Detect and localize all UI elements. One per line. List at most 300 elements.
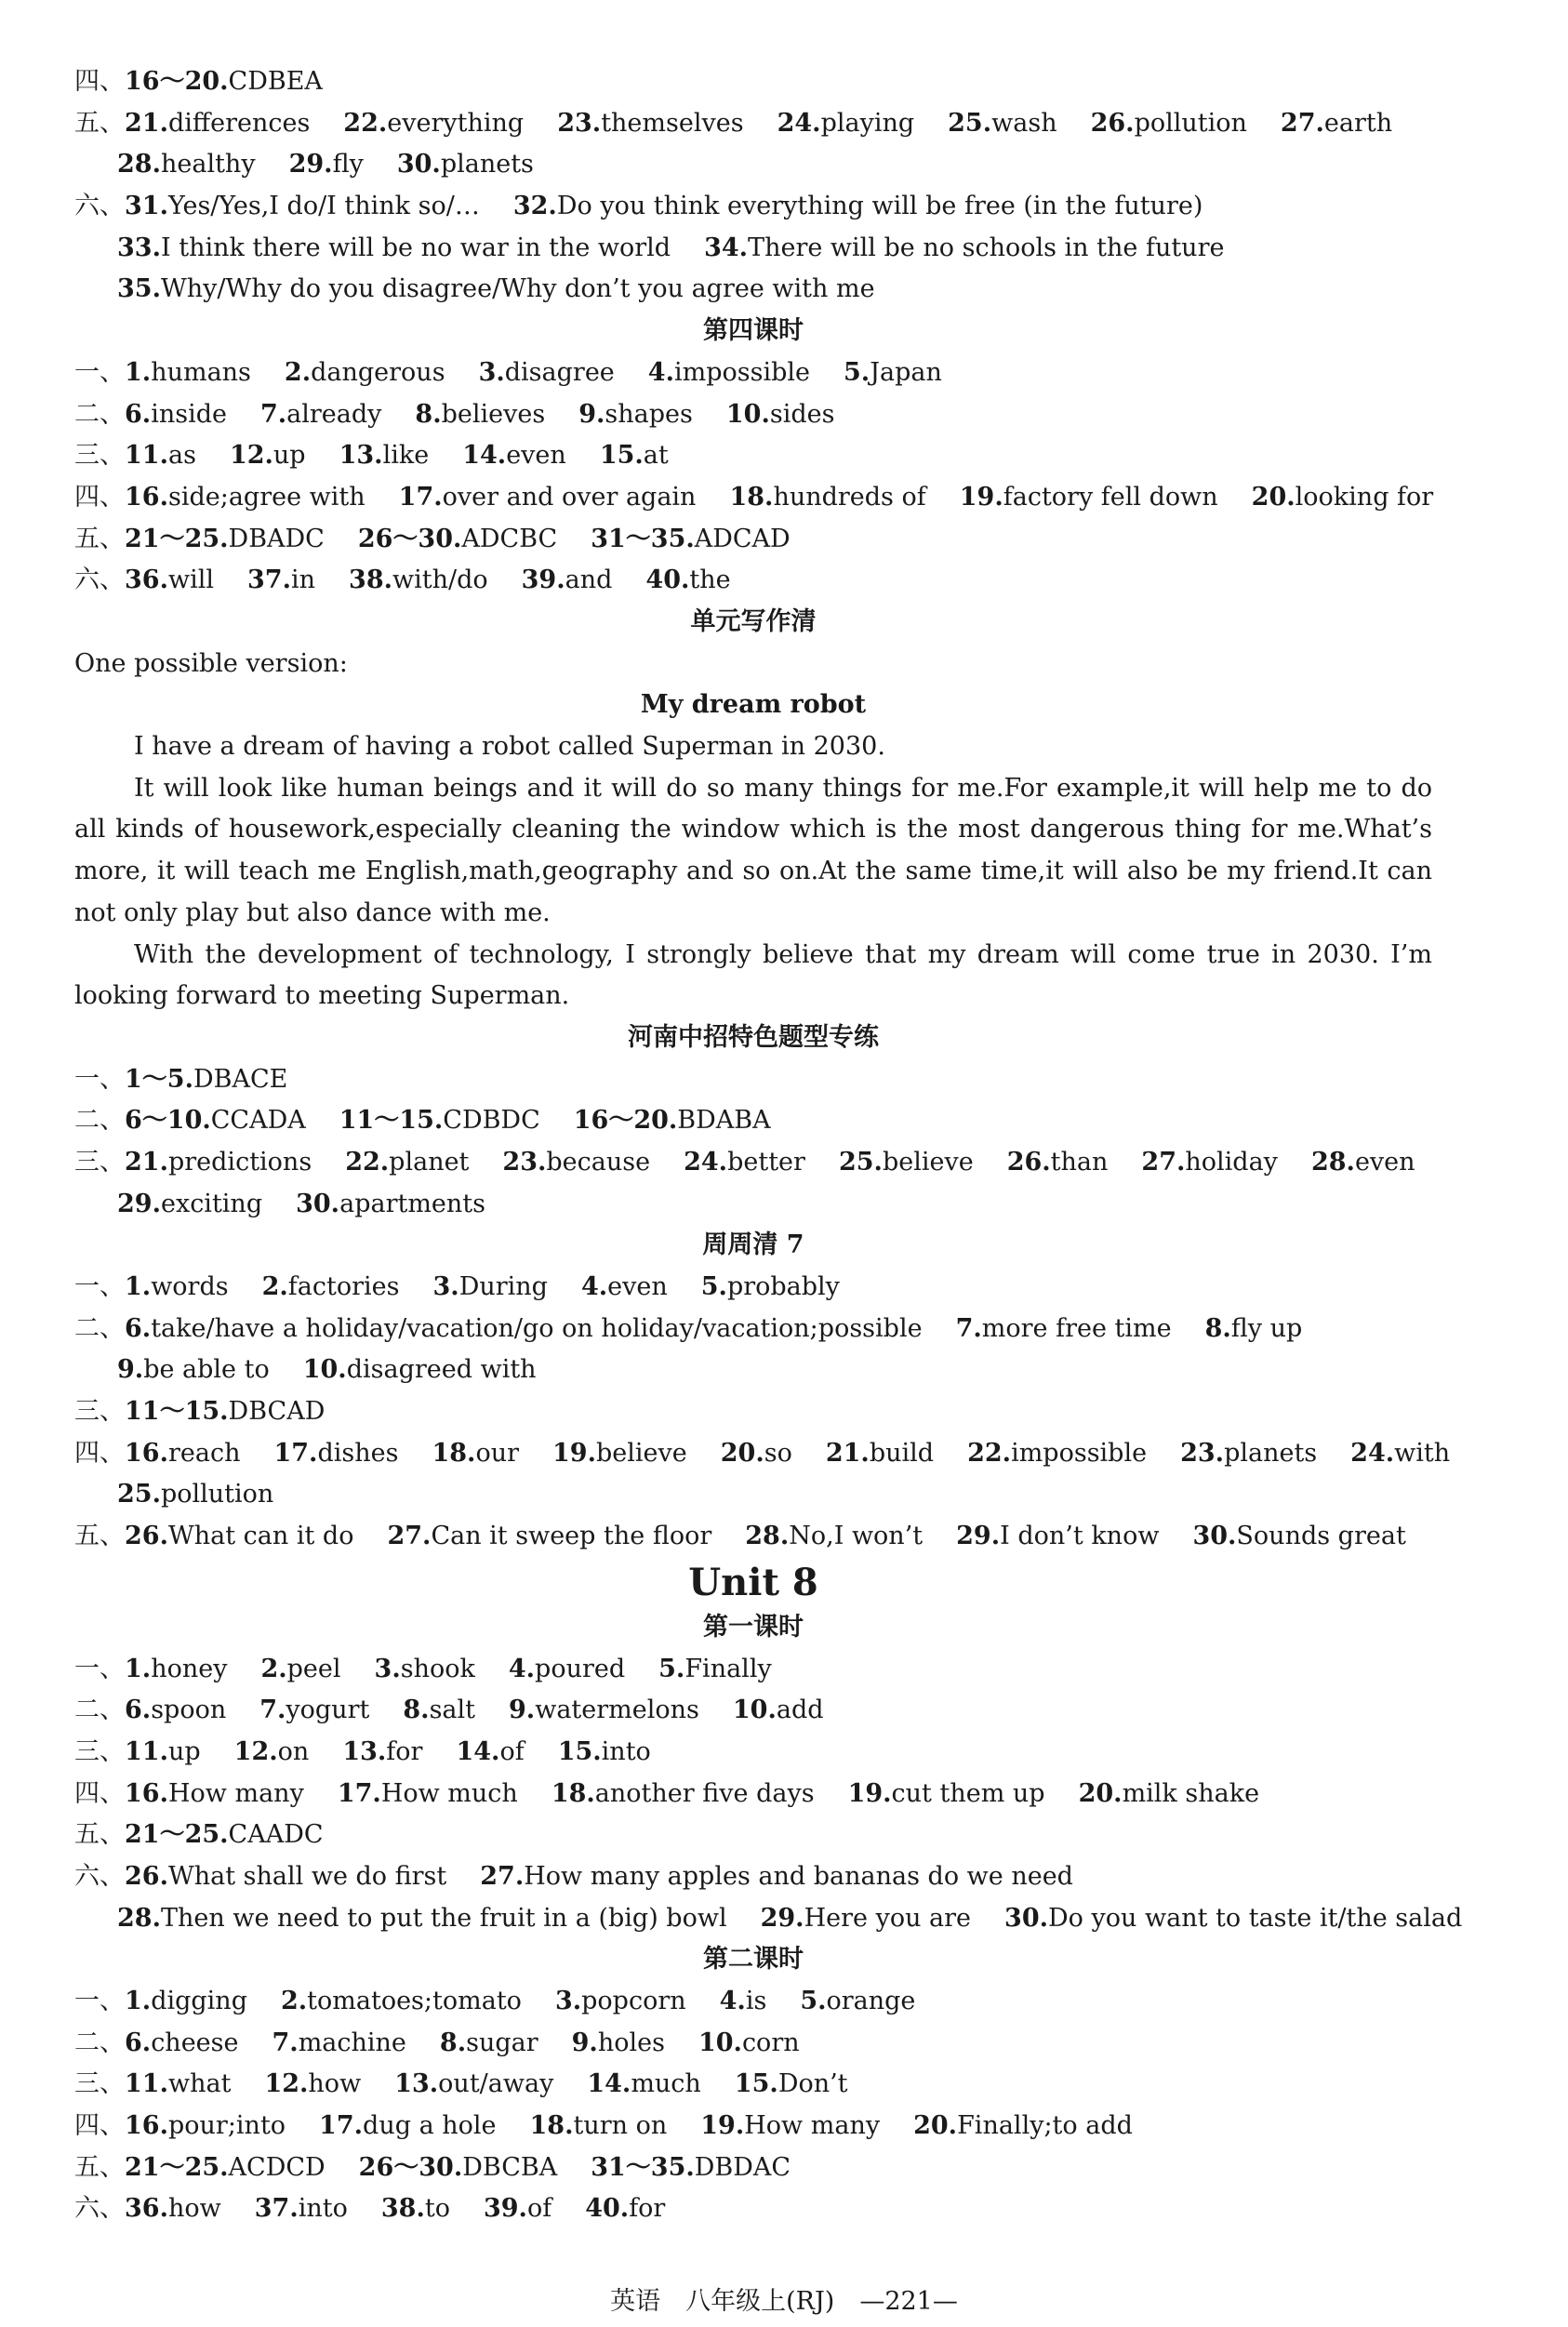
question-number: 11～15. bbox=[339, 1106, 444, 1136]
answer-item bbox=[1079, 1779, 1259, 1808]
question-number: 8. bbox=[439, 2028, 467, 2057]
answer-item bbox=[552, 1439, 687, 1468]
answer-row bbox=[74, 1142, 1432, 1184]
answer-row bbox=[74, 560, 1432, 602]
answer-item bbox=[729, 483, 925, 512]
section-label: 二、 bbox=[74, 1695, 125, 1725]
question-number: 30. bbox=[1004, 1903, 1049, 1933]
answer-item bbox=[345, 1148, 469, 1177]
question-number: 17. bbox=[319, 2111, 364, 2141]
answer-text: at bbox=[643, 441, 669, 471]
question-number: 13. bbox=[342, 1736, 387, 1766]
answer-item bbox=[800, 1987, 915, 2015]
answer-text: over and over again bbox=[442, 482, 697, 512]
answer-item bbox=[359, 2153, 558, 2182]
question-number: 22. bbox=[343, 108, 388, 138]
question-number: 6. bbox=[125, 1313, 152, 1343]
answer-item bbox=[600, 441, 669, 470]
answer-item bbox=[125, 441, 196, 470]
answer-item bbox=[247, 565, 315, 594]
answer-text: holiday bbox=[1185, 1147, 1278, 1177]
question-number: 16～20. bbox=[125, 67, 229, 96]
answer-item bbox=[1281, 109, 1392, 138]
answer-item bbox=[125, 525, 325, 553]
question-number: 21. bbox=[825, 1438, 870, 1468]
question-number: 24. bbox=[777, 108, 821, 138]
answer-text: everything bbox=[387, 108, 525, 138]
section-heading: 第四课时 bbox=[703, 316, 804, 346]
answer-item bbox=[1180, 1439, 1317, 1468]
answer-text: impossible bbox=[1011, 1438, 1148, 1468]
answer-text: sugar bbox=[466, 2028, 538, 2057]
answer-text: our bbox=[475, 1438, 520, 1468]
answer-text: looking for bbox=[1295, 482, 1434, 512]
answer-text: dangerous bbox=[311, 357, 445, 387]
answer-row bbox=[74, 1856, 1432, 1898]
question-number: 30. bbox=[396, 150, 441, 180]
answer-text: side;agree with bbox=[167, 482, 365, 512]
question-number: 21. bbox=[125, 108, 168, 138]
answer-item bbox=[125, 1148, 312, 1177]
question-number: 1. bbox=[125, 1654, 152, 1683]
answer-text: up bbox=[167, 1736, 201, 1766]
question-number: 3. bbox=[432, 1272, 459, 1302]
answer-item bbox=[125, 1439, 240, 1468]
question-number: 16. bbox=[125, 482, 168, 512]
answer-text: fly bbox=[332, 150, 364, 180]
section-heading: 河南中招特色题型专练 bbox=[628, 1022, 879, 1052]
answer-text: Why/Why do you disagree/Why don’t you agree with me bbox=[160, 274, 875, 304]
answer-item bbox=[745, 1522, 923, 1550]
question-number: 25. bbox=[948, 108, 992, 138]
answer-text: so bbox=[764, 1438, 792, 1468]
answer-item bbox=[125, 483, 365, 512]
question-number: 36. bbox=[125, 565, 168, 595]
question-number: 21～25. bbox=[125, 524, 229, 553]
question-number: 29. bbox=[288, 150, 333, 180]
answer-row bbox=[74, 1391, 1432, 1433]
answer-item bbox=[572, 2028, 665, 2057]
answer-item bbox=[735, 2069, 848, 2098]
answer-item bbox=[1192, 1522, 1405, 1550]
answer-text: salt bbox=[429, 1695, 476, 1725]
answer-item bbox=[1007, 1148, 1109, 1177]
question-number: 40. bbox=[585, 2194, 630, 2224]
answer-text: holes bbox=[597, 2028, 665, 2057]
answer-item bbox=[578, 400, 693, 429]
question-number: 2. bbox=[280, 1987, 308, 2016]
answer-item bbox=[479, 358, 615, 387]
answer-text: on bbox=[277, 1736, 310, 1766]
answer-item bbox=[117, 233, 671, 262]
answer-text: peel bbox=[286, 1654, 341, 1683]
answer-row bbox=[74, 1350, 1432, 1391]
answer-text: I don’t know bbox=[1000, 1522, 1160, 1551]
answer-text: cheese bbox=[151, 2028, 239, 2057]
question-number: 20. bbox=[720, 1438, 764, 1468]
answer-item bbox=[557, 109, 743, 138]
answer-item bbox=[289, 150, 364, 179]
answer-text: cut them up bbox=[891, 1778, 1045, 1808]
answer-text: take/have a holiday/vacation/go on holiday/vacation;possible bbox=[151, 1313, 923, 1343]
answer-item bbox=[761, 1904, 971, 1933]
answer-text: believes bbox=[441, 399, 546, 429]
question-number: 1. bbox=[125, 357, 152, 387]
answer-row bbox=[74, 1184, 1432, 1226]
answer-item bbox=[125, 1106, 306, 1135]
answer-text: because bbox=[546, 1147, 651, 1177]
answer-item bbox=[948, 109, 1056, 138]
question-number: 15. bbox=[734, 2069, 778, 2099]
answer-text: more free time bbox=[981, 1313, 1172, 1343]
answer-item bbox=[698, 2028, 800, 2057]
answer-item bbox=[956, 1522, 1159, 1550]
question-number: 19. bbox=[700, 2111, 745, 2141]
answer-text: DBDAC bbox=[694, 2152, 791, 2182]
section-label: 二、 bbox=[74, 1106, 125, 1136]
answer-text: shapes bbox=[605, 399, 693, 429]
answer-item bbox=[255, 2194, 348, 2223]
section-label: 四、 bbox=[74, 1438, 125, 1468]
answer-text: even bbox=[1354, 1147, 1415, 1177]
question-number: 21～25. bbox=[125, 1820, 229, 1850]
question-number: 8. bbox=[1204, 1313, 1231, 1343]
question-number: 10. bbox=[725, 399, 770, 429]
answer-item bbox=[581, 1272, 668, 1301]
question-number: 11. bbox=[125, 2069, 168, 2099]
answer-text: than bbox=[1050, 1147, 1109, 1177]
answer-text: ADCBC bbox=[461, 524, 558, 553]
answer-row bbox=[74, 103, 1432, 145]
answer-item bbox=[551, 1779, 815, 1808]
question-number: 13. bbox=[394, 2069, 439, 2099]
section-label: 五、 bbox=[74, 108, 125, 138]
section-label: 一、 bbox=[74, 1654, 125, 1683]
answer-text: of bbox=[499, 1736, 525, 1766]
question-number: 16. bbox=[125, 1438, 168, 1468]
answer-row bbox=[74, 1309, 1432, 1350]
question-number: 20. bbox=[1251, 482, 1296, 512]
answer-item bbox=[375, 1655, 475, 1683]
answer-text: impossible bbox=[673, 357, 810, 387]
answer-text: to bbox=[424, 2194, 450, 2224]
question-number: 9. bbox=[571, 2028, 598, 2057]
question-number: 35. bbox=[117, 274, 161, 304]
answer-item bbox=[502, 1148, 650, 1177]
section-label: 一、 bbox=[74, 1987, 125, 2016]
answer-text: Sounds great bbox=[1236, 1522, 1406, 1551]
answer-item bbox=[117, 150, 256, 179]
answer-text: another five days bbox=[594, 1778, 815, 1808]
answer-text: ADCAD bbox=[694, 524, 791, 553]
answer-item bbox=[281, 1987, 522, 2015]
question-number: 30. bbox=[296, 1189, 340, 1218]
answer-text: add bbox=[776, 1695, 824, 1725]
question-number: 6. bbox=[125, 399, 152, 429]
answer-text: Yes/Yes,I do/I think so/… bbox=[167, 192, 480, 221]
answer-row bbox=[74, 2023, 1432, 2065]
question-number: 39. bbox=[521, 565, 565, 595]
answer-row bbox=[74, 228, 1432, 270]
answer-item bbox=[826, 1439, 934, 1468]
answer-text: fly up bbox=[1230, 1313, 1303, 1343]
question-number: 16. bbox=[125, 2111, 168, 2141]
section-label: 三、 bbox=[74, 2069, 125, 2099]
question-number: 7. bbox=[259, 1695, 286, 1725]
answer-item bbox=[338, 1779, 518, 1808]
answer-item bbox=[125, 1272, 229, 1301]
answer-item bbox=[125, 1862, 446, 1891]
answer-row bbox=[74, 1649, 1432, 1691]
question-number: 24. bbox=[684, 1147, 728, 1177]
answer-item bbox=[125, 1065, 287, 1094]
answer-text: believe bbox=[882, 1147, 974, 1177]
answer-text: planet bbox=[389, 1147, 470, 1177]
answer-text: differences bbox=[167, 108, 311, 138]
answer-text: How many bbox=[167, 1778, 304, 1808]
answer-row bbox=[74, 1690, 1432, 1732]
answer-text: Finally;to add bbox=[957, 2111, 1133, 2141]
question-number: 13. bbox=[339, 441, 383, 471]
answer-item bbox=[125, 565, 214, 594]
section-label: 三、 bbox=[74, 441, 125, 471]
answer-item bbox=[704, 233, 1224, 262]
question-number: 38. bbox=[349, 565, 393, 595]
answer-text: pollution bbox=[160, 1480, 274, 1509]
question-number: 12. bbox=[229, 441, 273, 471]
section-label: 五、 bbox=[74, 1522, 125, 1551]
question-number: 25. bbox=[117, 1480, 161, 1509]
section-heading: 周周清 7 bbox=[702, 1230, 804, 1260]
section-label: 四、 bbox=[74, 482, 125, 512]
answer-item bbox=[913, 2111, 1133, 2140]
answer-item bbox=[125, 1820, 324, 1849]
section-label: 六、 bbox=[74, 192, 125, 221]
answer-item bbox=[684, 1148, 805, 1177]
question-number: 7. bbox=[272, 2028, 299, 2057]
answer-text: ACDCD bbox=[228, 2152, 326, 2182]
answer-text: Japan bbox=[870, 357, 942, 387]
answer-item bbox=[658, 1655, 772, 1683]
answer-text: orange bbox=[826, 1987, 916, 2016]
answer-text: into bbox=[601, 1736, 651, 1766]
answer-item bbox=[125, 2028, 239, 2057]
answer-text: believe bbox=[596, 1438, 687, 1468]
answer-text: even bbox=[506, 441, 566, 471]
section-label: 三、 bbox=[74, 1736, 125, 1766]
unit-title: Unit 8 bbox=[688, 1560, 818, 1604]
question-number: 5. bbox=[800, 1987, 827, 2016]
question-number: 3. bbox=[374, 1654, 401, 1683]
section-label: 六、 bbox=[74, 1861, 125, 1891]
answer-text: is bbox=[745, 1987, 767, 2016]
answer-item bbox=[574, 1106, 771, 1135]
answer-row bbox=[74, 186, 1432, 228]
answer-text: disagreed with bbox=[346, 1355, 537, 1385]
answer-text: as bbox=[167, 441, 196, 471]
question-number: 4. bbox=[508, 1654, 536, 1683]
answer-item bbox=[343, 109, 524, 138]
question-number: 2. bbox=[261, 1272, 288, 1302]
question-number: 20. bbox=[913, 2111, 958, 2141]
answer-text: DBCBA bbox=[462, 2152, 558, 2182]
answer-item bbox=[125, 1695, 226, 1724]
answer-text: shook bbox=[400, 1654, 475, 1683]
answer-row bbox=[74, 1059, 1432, 1101]
answer-text: How many apples and bananas do we need bbox=[524, 1861, 1073, 1891]
question-number: 3. bbox=[554, 1987, 582, 2016]
question-number: 1. bbox=[125, 1272, 152, 1302]
answer-item bbox=[591, 525, 791, 553]
question-number: 12. bbox=[233, 1736, 278, 1766]
question-number: 6. bbox=[125, 1695, 152, 1725]
answer-text: reach bbox=[167, 1438, 241, 1468]
answer-item bbox=[117, 1904, 727, 1933]
answer-item bbox=[555, 1987, 686, 2015]
question-number: 40. bbox=[645, 565, 690, 595]
answer-text: words bbox=[151, 1272, 229, 1302]
question-number: 5. bbox=[700, 1272, 727, 1302]
answer-text: turn on bbox=[573, 2111, 668, 2141]
answer-text: what bbox=[167, 2069, 232, 2099]
answer-item bbox=[432, 1439, 519, 1468]
section-label: 五、 bbox=[74, 2152, 125, 2182]
answer-row bbox=[74, 1100, 1432, 1142]
answer-item bbox=[273, 1439, 398, 1468]
answer-text: apartments bbox=[339, 1189, 486, 1218]
answer-text: will bbox=[167, 565, 215, 595]
answer-text: playing bbox=[820, 108, 915, 138]
answer-item bbox=[480, 1862, 1073, 1891]
answer-item bbox=[272, 2028, 406, 2057]
question-number: 12. bbox=[264, 2069, 309, 2099]
answer-text: disagree bbox=[504, 357, 615, 387]
answer-text: like bbox=[382, 441, 430, 471]
answer-item bbox=[415, 400, 545, 429]
answer-text: sides bbox=[769, 399, 835, 429]
answer-text: earth bbox=[1323, 108, 1393, 138]
question-number: 18. bbox=[529, 2111, 574, 2141]
answer-item bbox=[587, 2069, 701, 2098]
question-number: 9. bbox=[509, 1695, 536, 1725]
question-number: 30. bbox=[1192, 1522, 1237, 1551]
answer-text: CDBDC bbox=[443, 1106, 540, 1136]
answer-item bbox=[509, 1695, 699, 1724]
answer-item bbox=[397, 150, 534, 179]
answer-item bbox=[700, 2111, 880, 2140]
answer-item bbox=[264, 2069, 361, 2098]
answer-text: CAADC bbox=[228, 1820, 324, 1850]
answer-item bbox=[358, 525, 557, 553]
answer-item bbox=[125, 2153, 326, 2182]
answer-text: better bbox=[727, 1147, 805, 1177]
answer-text: During bbox=[458, 1272, 548, 1302]
answer-text: BDABA bbox=[677, 1106, 771, 1136]
answer-text: planets bbox=[1224, 1438, 1318, 1468]
question-number: 11～15. bbox=[125, 1397, 229, 1427]
answer-item bbox=[262, 1272, 400, 1301]
question-number: 31～35. bbox=[591, 524, 695, 553]
question-number: 23. bbox=[1180, 1438, 1225, 1468]
question-number: 29. bbox=[760, 1903, 804, 1933]
answer-item bbox=[259, 1695, 369, 1724]
answer-item bbox=[844, 358, 942, 387]
question-number: 21～25. bbox=[125, 2152, 229, 2182]
question-number: 31. bbox=[125, 192, 168, 221]
section-label: 五、 bbox=[74, 1820, 125, 1850]
question-number: 34. bbox=[704, 233, 749, 262]
answer-text: Don’t bbox=[777, 2069, 848, 2099]
answer-item bbox=[839, 1148, 974, 1177]
section-label: 二、 bbox=[74, 1313, 125, 1343]
answer-text: Here you are bbox=[804, 1903, 972, 1933]
answer-text: Do you think everything will be free (in the future) bbox=[556, 192, 1203, 221]
essay-intro: One possible version: bbox=[74, 648, 348, 678]
answer-item bbox=[733, 1695, 824, 1724]
answer-item bbox=[125, 400, 227, 429]
answer-text: predictions bbox=[167, 1147, 312, 1177]
answer-item bbox=[645, 565, 730, 594]
answer-item bbox=[319, 2111, 496, 2140]
question-number: 39. bbox=[483, 2194, 527, 2224]
question-number: 28. bbox=[1310, 1147, 1355, 1177]
answer-item bbox=[399, 483, 697, 512]
answer-item bbox=[721, 1439, 792, 1468]
answer-item bbox=[726, 400, 835, 429]
answer-text: dug a hole bbox=[363, 2111, 497, 2141]
answer-row bbox=[74, 1815, 1432, 1856]
question-number: 29. bbox=[117, 1189, 161, 1218]
answer-item bbox=[484, 2194, 551, 2223]
answer-text: Finally bbox=[684, 1654, 772, 1683]
essay-paragraph: I have a dream of having a robot called Superman in 2030. bbox=[134, 732, 885, 761]
answer-item bbox=[125, 1522, 353, 1550]
question-number: 16. bbox=[125, 1778, 168, 1808]
answer-item bbox=[381, 2194, 450, 2223]
answer-item bbox=[125, 1655, 227, 1683]
section-label: 五、 bbox=[74, 524, 125, 553]
question-number: 26. bbox=[1090, 108, 1135, 138]
answer-text: for bbox=[386, 1736, 423, 1766]
question-number: 8. bbox=[415, 399, 442, 429]
answer-row bbox=[74, 1516, 1432, 1558]
question-number: 1. bbox=[125, 1987, 152, 2016]
answer-item bbox=[1350, 1439, 1450, 1468]
question-number: 16～20. bbox=[573, 1106, 678, 1136]
question-number: 10. bbox=[698, 2028, 742, 2057]
answer-text: the bbox=[689, 565, 731, 595]
answer-item bbox=[125, 2111, 286, 2140]
section-label: 三、 bbox=[74, 1397, 125, 1427]
answer-item bbox=[967, 1439, 1147, 1468]
essay-paragraph: With the development of technology, I strongly believe that my dream will come true in 2030. I’m looking forward to meeting Superman. bbox=[74, 939, 1432, 1011]
answer-row bbox=[74, 394, 1432, 436]
question-number: 3. bbox=[478, 357, 505, 387]
answer-text: probably bbox=[726, 1272, 840, 1302]
question-number: 33. bbox=[117, 233, 161, 262]
question-number: 18. bbox=[729, 482, 774, 512]
answer-row bbox=[74, 352, 1432, 394]
question-number: 31～35. bbox=[591, 2152, 695, 2182]
answer-row bbox=[74, 2064, 1432, 2106]
question-number: 17. bbox=[337, 1778, 381, 1808]
answer-item bbox=[296, 1190, 485, 1218]
answer-text: themselves bbox=[601, 108, 744, 138]
section-label: 一、 bbox=[74, 357, 125, 387]
question-number: 19. bbox=[552, 1438, 596, 1468]
answer-row bbox=[74, 2147, 1432, 2189]
answer-row bbox=[74, 519, 1432, 561]
